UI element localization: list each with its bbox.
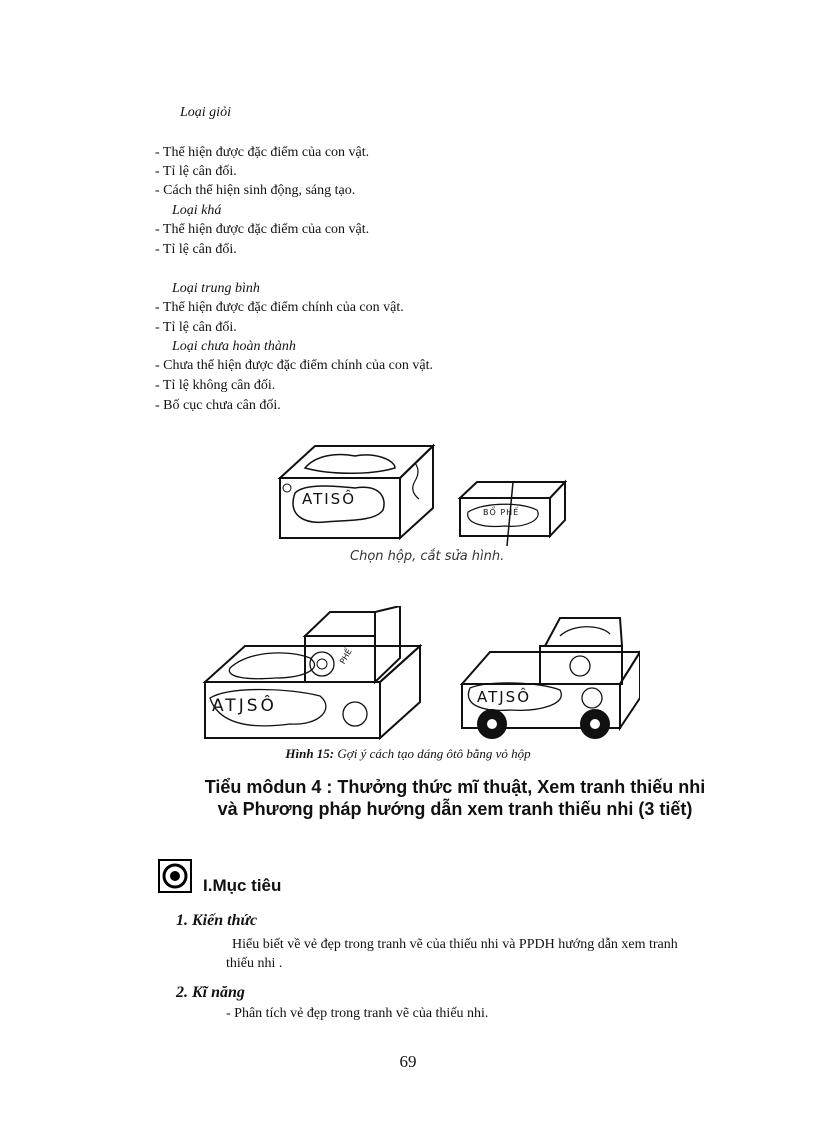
list-item: - Thể hiện được đặc điểm của con vật.	[155, 145, 370, 160]
list-item: - Chưa thể hiện được đặc điểm chính của con vật.	[155, 358, 433, 373]
subsection-skills-text: - Phân tích vẻ đẹp trong tranh vẽ của thiếu nhi.	[226, 1006, 489, 1021]
car-sketch-illustration	[200, 606, 640, 746]
page-number: 69	[399, 1052, 417, 1071]
grade-average-title: Loại trung bình	[172, 281, 260, 296]
list-item: - Cách thể hiện sinh động, sáng tạo.	[155, 183, 356, 198]
figure-caption	[0, 746, 816, 762]
list-item: - Tỉ lệ cân đối.	[155, 164, 237, 179]
grade-excellent-title: Loại giỏi	[180, 105, 231, 120]
list-item: - Bố cục chưa cân đối.	[155, 398, 281, 413]
list-item: - Thể hiện được đặc điểm của con vật.	[155, 222, 370, 237]
subsection-skills-title: 2. Kĩ năng	[176, 984, 245, 1001]
car-label-right: ATJSÔ	[477, 688, 532, 706]
grade-good-title: Loại khá	[172, 203, 222, 218]
target-icon	[158, 859, 192, 893]
section-heading: I.Mục tiêu	[203, 876, 282, 895]
module-title: Tiểu môdun 4 : Thưởng thức mĩ thuật, Xem tranh thiếu nhi và Phương pháp hướng dẫn xem tranh thiếu nhi (3 tiết)	[204, 777, 706, 819]
grade-incomplete-title: Loại chưa hoàn thành	[172, 339, 296, 354]
subsection-knowledge-title: 1. Kiến thức	[176, 912, 258, 929]
box-label-large: ATISÔ	[302, 490, 357, 508]
car-label-left: ATJSÔ	[212, 696, 277, 716]
figure-caption-label: Hình 15:	[285, 746, 335, 761]
hand-caption: Chọn hộp, cắt sửa hình.	[350, 549, 505, 564]
list-item: - Thể hiện được đặc điểm chính của con vật.	[155, 300, 404, 315]
side-label: PHẾ	[338, 647, 354, 666]
list-item: - Tỉ lệ cân đối.	[155, 242, 237, 257]
box-label-small: BỔ PHẾ	[483, 508, 520, 517]
subsection-knowledge-text: Hiểu biết về vẻ đẹp trong tranh vẽ của thiếu nhi và PPDH hướng dẫn xem tranh thiếu nhi .	[226, 937, 678, 971]
list-item: - Tỉ lệ cân đối.	[155, 320, 237, 335]
list-item: - Tỉ lệ không cân đối.	[155, 378, 276, 393]
figure-caption-text: Gợi ý cách tạo dáng ôtô bằng vỏ hộp	[334, 746, 531, 761]
